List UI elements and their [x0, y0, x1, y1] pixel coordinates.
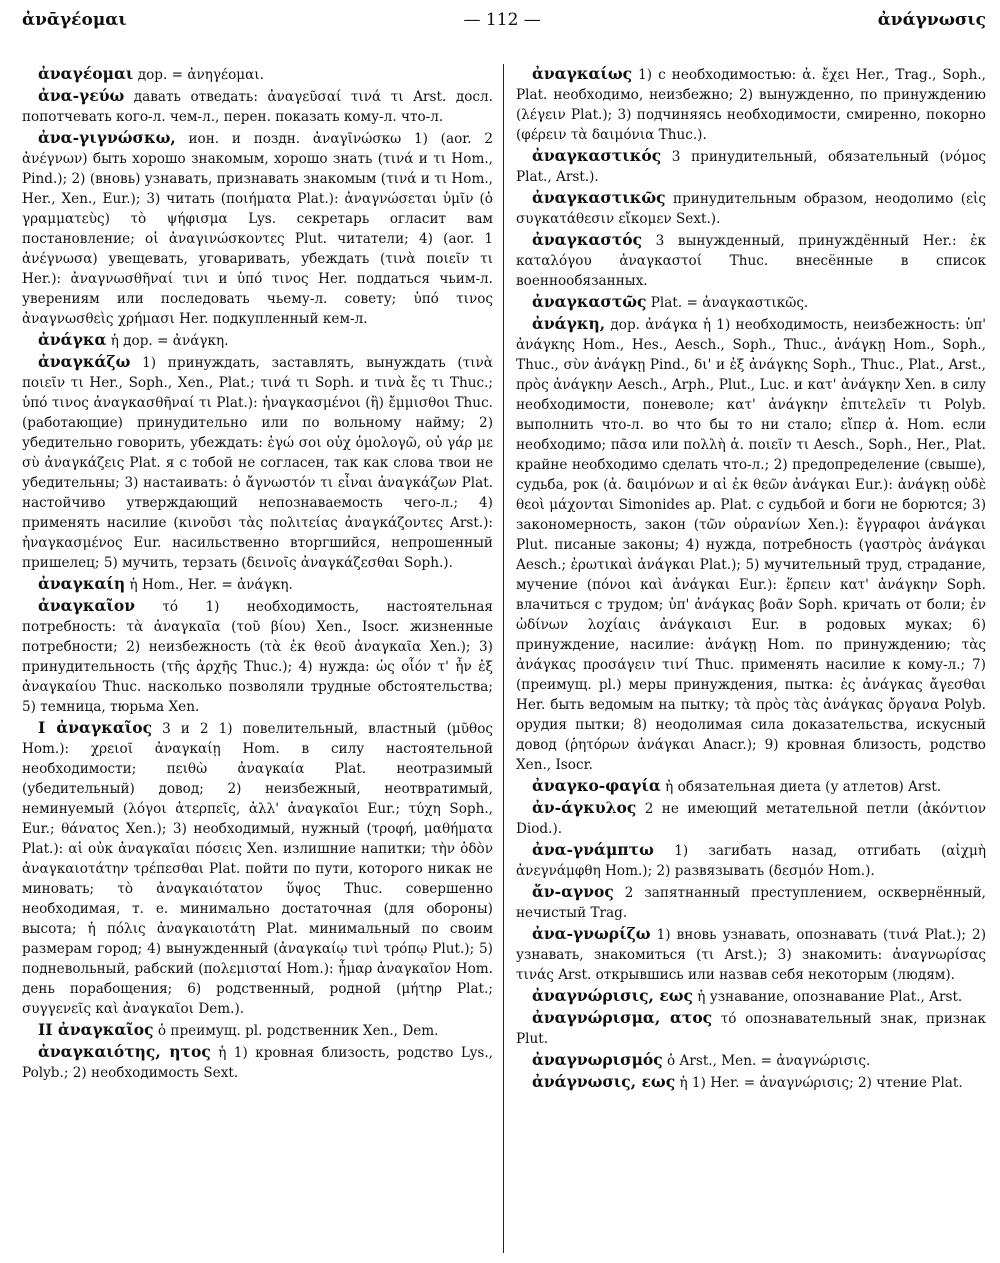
entry-definition: ἡ обязательная диета (у атлетов) Arst.: [660, 779, 942, 795]
entry-definition: 3 принудительный, обязательный (νόμος Plat., Arst.).: [516, 149, 986, 185]
entry-headword: ἀναγκαίως: [532, 64, 633, 83]
entry-definition: ἡ узнавание, опознавание Plat., Arst.: [692, 989, 963, 1005]
entry-headword: ἀνάγκη,: [532, 314, 606, 333]
dictionary-entry: [22, 1042, 493, 1083]
entry-definition: 1) вновь узнавать, опознавать (τινά Plat.); 2) узнавать, знакомиться (τι Arst.); 3) знакомить: ἀναγνωρίσας τινάς Arst. открывшись или назвав себя некоторым (людям).: [516, 927, 986, 983]
entry-headword: ἀναγκάζω: [38, 352, 131, 371]
left-column: [22, 64, 504, 1253]
entry-definition: ἡ 1) Her. = ἀναγνώρισις; 2) чтение Plat.: [675, 1075, 963, 1091]
dictionary-entry: [516, 230, 986, 291]
dictionary-entry: [516, 840, 986, 881]
entry-headword: ἀνάγκα: [38, 330, 107, 349]
entry-definition: дор. ἀνάγκα ἡ 1) необходимость, неизбежность: ὑπ' ἀνάγκης Hom., Hes., Aesch., Soph., Thuc., ἀνάγκῃ Hom., Soph., Thuc., σὺν ἀνάγκῃ Pind., δι' и ἐξ ἀνάγκης Soph., Thuc., Plat., Arst., πρὸς ἀνάγκην Aesch., Arph., Plut., Luc. и κατ' ἀνάγκην Xen. в силу необходимости, поневоле; κατ' ἀνάγκην ἐπιτελεῖν τι Polyb. выполнить что-л. во что бы то ни стало; εἴπερ ἀ. Hom. если необходимо; πᾶσα или πολλὴ ἀ. ποιεῖν τι Aesch., Soph., Her., Plat. крайне необходимо сделать что-л.; 2) предопределение (свыше), судьба, рок (ἀ. δαιμόνων и αἱ ἐκ θεῶν ἀνάγκαι Eur.): ἀνάγκῃ οὐδὲ θεοὶ μάχονται Simonides ap. Plat. с судьбой и боги не борются; 3) закономерность, закон (τῶν οὐρανίων Xen.): ἔγγραφοι ἀνάγκαι Plut. писаные законы; 4) нужда, потребность (γαστρὸς ἀνάγκαι Aesch.; ἐρωτικαὶ ἀνάγκαι Plat.); 5) мучительный труд, страдание, мучение (πόνοι καὶ ἀνάγκαι Eur.): ἕρπειν κατ' ἀνάγκην Soph. влачиться с трудом; ὑπ' ἀνάγκας βοᾶν Soph. кричать от боли; ἐν ὠδίνων λοχίαις ἀνάγκαισι Eur. в родовых муках; 6) принуждение, насилие: ἀνάγκῃ Hom. по принуждению; τὰς ἀνάγκας προσάγειν τινί Thuc. применять насилие к кому-л.; 7) (преимущ. pl.) меры принуждения, пытка: ἐς ἀνάγκας ἄγεσθαι Her. быть ведомым на пытку; τὰ πρὸς τὰς ἀνάγκας ὄργανα Polyb. орудия пытки; 8) неодолимая сила доказательства, искусный довод (ῥητόρων ἀνάγκαι Anacr.); 9) кровная близость, родство Xen., Isocr.: [516, 317, 986, 773]
right-column: [504, 64, 986, 1253]
entry-headword: ἀναγκαῖον: [38, 596, 135, 615]
entry-definition: Plat. = ἀναγκαστικῶς.: [646, 295, 809, 311]
entry-definition: принудительным образом, неодолимо (εἰς συγκατάθεσιν εἴκομεν Sext.).: [516, 191, 986, 227]
entry-headword: ἀνα-γιγνώσκω,: [38, 128, 176, 147]
entry-definition: τό опознавательный знак, признак Plut.: [516, 1011, 986, 1047]
entry-headword: ἀνάγνωσις, εως: [532, 1072, 676, 1091]
entry-headword: ἀνα-γνάμπτω: [532, 840, 654, 859]
dictionary-entry: [516, 314, 986, 775]
running-header: [22, 10, 986, 44]
entry-headword: ἀνα-γνωρίζω: [532, 924, 651, 943]
entry-definition: ион. и поздн. ἀναγῑνώσκω 1) (aor. 2 ἀνέγνων) быть хорошо знакомым, хорошо знать (τινά и τι Hom., Pind.); 2) (вновь) узнавать, признавать знакомым (τινά и τι Hom., Her., Xen., Eur.); 3) читать (ποιήματα Plat.): ἀναγνώσεται ὑμῖν (ὁ γραμματεὺς) τὸ ψήφισμα Lys. секретарь огласит вам постановление; οἱ ἀναγινώσκοντες Plut. читатели; 4) (aor. 1 ἀνέγνωσα) увещевать, уговаривать, убеждать (τινὰ ποιεῖν τι Her.): ἀναγνωσθῆναί τινι и ὑπό τινος Her. поддаться чьим-л. уверениям или последовать чьему-л. совету; ὑπό τινος ἀναγνωσθεὶς χρήμασι Her. подкупленный кем-л.: [22, 131, 493, 327]
dictionary-entry: [516, 146, 986, 187]
entry-headword: ἀναγνώρισμα, ατος: [532, 1008, 713, 1027]
entry-definition: 3 и 2 1) повелительный, властный (μῦθος Hom.): χρειοῖ ἀναγκαίῃ Hom. в силу настоятельной необходимости; πειθὼ ἀναγκαία Plat. неотразимый (убедительный) довод; 2) неизбежный, неотвратимый, неминуемый (λόγοι ἀτερπεῖς, ἀλλ' ἀναγκαῖοι Eur.; τύχη Soph., Eur.; θάνατος Xen.); 3) необходимый, нужный (τροφή, μαθήματα Plat.): αἱ οὐκ ἀναγκαῖαι πόσεις Xen. излишние напитки; τὴν ὁδὸν ἀναγκαιοτάτην τρέπεσθαι Plat. пойти по пути, которого никак не миновать; τὸ ἀναγκαιότατον ὕψος Thuc. совершенно необходимая, т. е. минимально достаточная (для обороны) высота; ἡ πόλις ἀναγκαιοτάτη Plat. минимальный по своим размерам город; 4) вынужденный (ἀναγκαίῳ τινὶ τρόπῳ Plut.); 5) подневольный, рабский (πολεμισταί Hom.): ἦμαρ ἀναγκαῖον Hom. день порабощения; 6) родственный, родной (μήτηρ Plat.; συγγενεῖς καὶ ἀναγκαῖοι Dem.).: [22, 721, 493, 1017]
dictionary-entry: [516, 1008, 986, 1049]
entry-definition: τό 1) необходимость, настоятельная потребность: τὰ ἀναγκαῖα (τοῦ βίου) Xen., Isocr. жизненные потребности; 2) неизбежность (τὰ ἐκ θεοῦ ἀναγκαῖα Xen.); 3) принудительность (τῆς ἀρχῆς Thuc.); 4) нужда: ὡς οἷόν τ' ἦν ἐξ ἀναγκαίου Thuc. насколько позволяли трудные обстоятельства; 5) темница, тюрьма Xen.: [22, 599, 493, 715]
page-number: — 112 —: [463, 10, 541, 30]
dictionary-entry: [22, 64, 493, 85]
dictionary-entry: [516, 292, 986, 313]
entry-headword: ἄν-αγνος: [532, 882, 614, 901]
entry-headword: ἀναγκαίη: [38, 574, 126, 593]
entry-headword: ἀναγέομαι: [38, 64, 134, 83]
entry-headword: ἀναγνωρισμός: [532, 1050, 663, 1069]
entry-headword: ἀναγνώρισις, εως: [532, 986, 693, 1005]
entry-headword: ἀναγκαιότης, ητος: [38, 1042, 211, 1061]
entry-headword: ἀναγκαστικός: [532, 146, 662, 165]
dictionary-entry: [516, 64, 986, 145]
entry-headword: ἀναγκαστῶς: [532, 292, 647, 311]
dictionary-entry: [516, 188, 986, 229]
dictionary-entry: [516, 986, 986, 1007]
dictionary-entry: [22, 128, 493, 329]
dictionary-entry: [516, 924, 986, 985]
dictionary-entry: [516, 776, 986, 797]
entry-headword: ἀναγκαστικῶς: [532, 188, 666, 207]
entry-headword: II ἀναγκαῖος: [38, 1020, 154, 1039]
entry-definition: 1) загибать назад, отгибать (αἰχμὴ ἀνεγνάμφθη Hom.); 2) развязывать (δεσμόν Hom.).: [516, 843, 986, 879]
two-column-body: [22, 64, 986, 1253]
dictionary-entry: [22, 1020, 493, 1041]
entry-definition: ἡ Hom., Her. = ἀνάγκη.: [125, 577, 293, 593]
entry-definition: 3 вынужденный, принуждённый Her.: ἐκ καταλόγου ἀναγκαστοί Thuc. внесённые в список военнообязанных.: [516, 233, 986, 289]
entry-definition: 1) с необходимостью: ἀ. ἔχει Her., Trag., Soph., Plat. необходимо, неизбежно; 2) вынужденно, по принуждению (λέγειν Plat.); 3) подчиняясь необходимости, смиренно, покорно (φέρειν τὰ δαιμόνια Thuc.).: [516, 67, 986, 143]
dictionary-entry: [22, 596, 493, 717]
header-left-word: ἀνᾱγέομαι: [22, 10, 127, 30]
entry-definition: ἡ 1) кровная близость, родство Lys., Polyb.; 2) необходимость Sext.: [22, 1045, 493, 1081]
dictionary-entry: [516, 1072, 986, 1093]
entry-definition: 1) принуждать, заставлять, вынуждать (τινὰ ποιεῖν τι Her., Soph., Xen., Plat.; τινά τι Soph. и τινὰ ἔς τι Thuc.; ὑπό τινος ἀναγκασθῆναί τι Plat.): ἠναγκασμένοι (ἢ) ἔμμισθοι Thuc. (работающие) принудительно или по вольному найму; 2) убедительно говорить, убеждать: ἐγώ σοι οὐχ ὁμολογῶ, οὐ γάρ με σὺ ἀναγκάζεις Plat. я с тобой не согласен, так как слова твои не убедительны; 3) настаивать: ὁ ἄγνωστόν τι εἶναι ἀναγκάζων Plat. настойчиво утверждающий непознаваемость чего-л.; 4) применять насилие (κινοῦσι τὰς πολιτείας ἀναγκάζοντες Arst.): ἠναγκασμένος Eur. насильственно вторгшийся, непрошенный пришелец; 5) мучить, терзать (δεινοῖς ἀναγκάζεσθαι Soph.).: [22, 355, 493, 571]
entry-definition: 2 не имеющий метательной петли (ἀκόντιον Diod.).: [516, 801, 986, 837]
entry-definition: ὁ преимущ. pl. родственник Xen., Dem.: [153, 1023, 439, 1039]
dictionary-entry: [22, 352, 493, 573]
entry-definition: 2 запятнанный преступлением, осквернённый, нечистый Trag.: [516, 885, 986, 921]
entry-definition: дор. = ἀνηγέομαι.: [133, 67, 264, 83]
dictionary-entry: [22, 86, 493, 127]
dictionary-entry: [22, 718, 493, 1019]
entry-headword: ἀν-άγκυλος: [532, 798, 637, 817]
entry-headword: ἀναγκο-φαγία: [532, 776, 661, 795]
dictionary-entry: [22, 574, 493, 595]
header-right-word: ἀνάγνωσις: [877, 10, 986, 30]
dictionary-entry: [516, 1050, 986, 1071]
entry-headword: I ἀναγκαῖος: [38, 718, 153, 737]
dictionary-entry: [516, 882, 986, 923]
dictionary-entry: [22, 330, 493, 351]
dictionary-entry: [516, 798, 986, 839]
entry-definition: ὁ Arst., Men. = ἀναγνώρισις.: [662, 1053, 871, 1069]
entry-definition: ἡ дор. = ἀνάγκη.: [106, 333, 229, 349]
entry-headword: ἀναγκαστός: [532, 230, 643, 249]
entry-definition: давать отведать: ἀναγεῦσαί τινά τι Arst. досл. попотчевать кого-л. чем-л., перен. показать кому-л. что-л.: [22, 89, 493, 125]
entry-headword: ἀνα-γεύω: [38, 86, 125, 105]
